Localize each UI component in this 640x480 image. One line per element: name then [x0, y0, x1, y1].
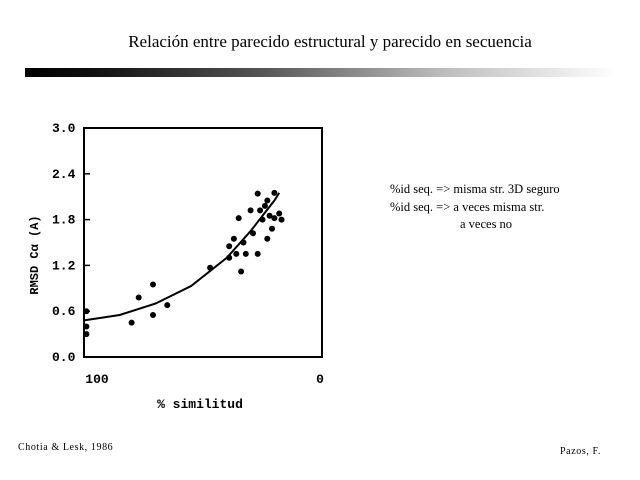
citation-credit: Chotia & Lesk, 1986 — [18, 442, 114, 453]
author-credit: Pazos, F. — [560, 446, 601, 457]
data-point — [129, 320, 135, 326]
note-line-2: %id seq. => a veces misma str. — [390, 200, 545, 214]
data-point — [207, 265, 213, 271]
data-point — [248, 207, 254, 213]
x-tick-label-100: 100 — [85, 372, 109, 387]
y-tick-label-group — [52, 121, 76, 365]
plot-frame — [84, 128, 322, 357]
y-tick-label: 3.0 — [52, 121, 76, 136]
note-line-3: a veces no — [460, 217, 513, 231]
x-tick-label-0: 0 — [316, 372, 324, 387]
y-tick-label: 0.0 — [52, 350, 76, 365]
data-point — [236, 215, 242, 221]
data-point — [255, 251, 261, 257]
data-point — [276, 211, 282, 217]
data-point — [226, 255, 232, 261]
y-tick-label: 1.2 — [52, 258, 76, 274]
data-point — [243, 251, 249, 257]
data-point — [226, 243, 232, 249]
data-point — [264, 198, 270, 204]
data-point — [233, 251, 239, 257]
data-point — [241, 240, 247, 246]
data-point — [83, 331, 89, 337]
data-point — [271, 190, 277, 196]
data-point — [260, 217, 266, 223]
data-point — [257, 207, 263, 213]
data-point — [231, 236, 237, 242]
y-tick-label: 2.4 — [52, 166, 76, 182]
data-point — [250, 230, 256, 236]
x-axis-label: % similitud — [157, 397, 243, 412]
data-point — [264, 236, 270, 242]
data-point — [150, 282, 156, 288]
data-point — [164, 302, 170, 308]
data-point — [279, 217, 285, 223]
data-point — [262, 203, 268, 209]
data-point — [83, 324, 89, 330]
data-point — [271, 215, 277, 221]
data-point — [269, 226, 275, 232]
data-point — [150, 312, 156, 318]
y-tick-label: 1.8 — [52, 212, 76, 228]
data-point — [255, 191, 261, 197]
data-point — [238, 269, 244, 275]
y-tick-label: 0.6 — [52, 304, 76, 320]
data-point — [83, 308, 89, 314]
data-point — [136, 295, 142, 301]
slide-title: Relación entre parecido estructural y parecido en secuencia — [128, 32, 532, 51]
note-line-1: %id seq. => misma str. 3D seguro — [390, 182, 560, 196]
y-axis-label: RMSD Cα (A) — [28, 215, 42, 295]
